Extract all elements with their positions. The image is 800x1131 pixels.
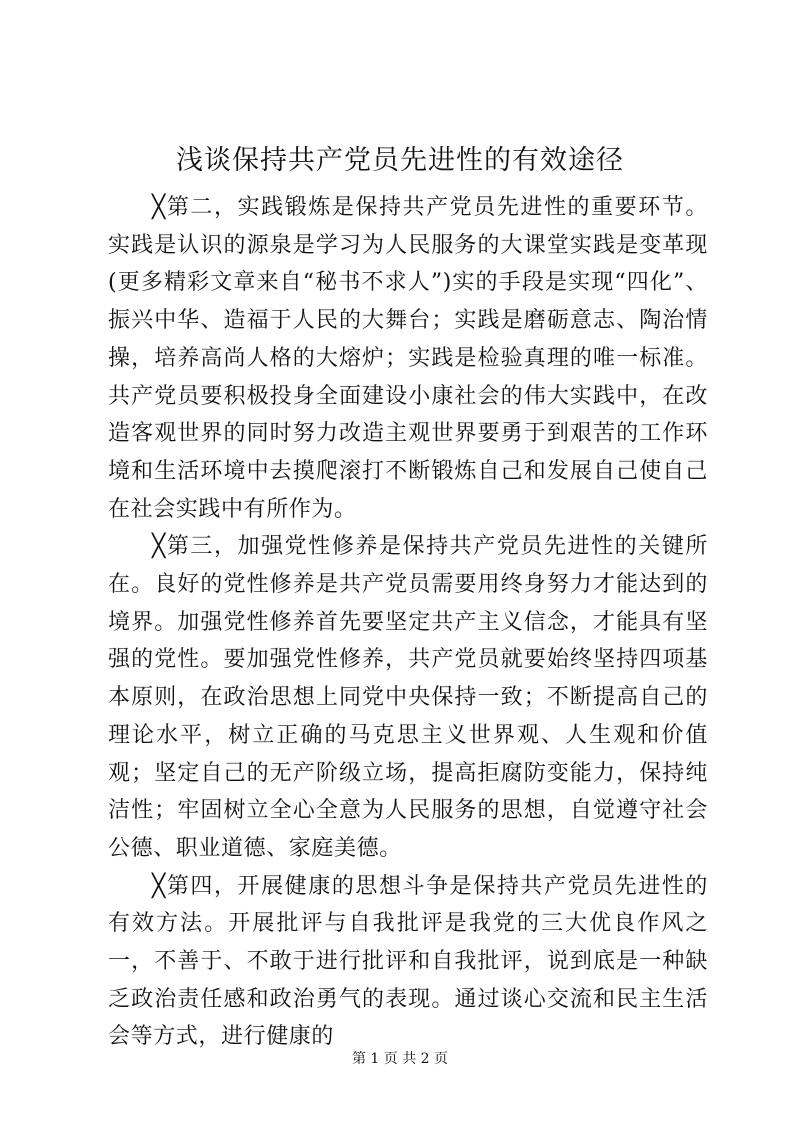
document-title: 浅谈保持共产党员先进性的有效途径	[176, 145, 624, 176]
page-number-footer: 第 1 页 共 2 页	[351, 1051, 449, 1067]
paragraph-party-spirit: ╳第三，加强党性修养是保持共产党员先进性的关键所在。良好的党性修养是共产党员需要用终身努力才能达到的境界。加强党性修养首先要坚定共产主义信念，才能具有坚强的党性。要加强党性修养，共产党员就要始终坚持四项基本原则，在政治思想上同党中央保持一致；不断提高自己的理论水平，树立正确的马克思主义世界观、人生观和价值观；坚定自己的无产阶级立场，提高拒腐防变能力，保持纯洁性；牢固树立全心全意为人民服务的思想，自觉遵守社会公德、职业道德、家庭美德。	[108, 534, 708, 861]
paragraph-practice: ╳第二，实践锻炼是保持共产党员先进性的重要环节。实践是认识的源泉是学习为人民服务的大课堂实践是变革现(更多精彩文章来自“秘书不求人”)实的手段是实现“四化”、振兴中华、造福于人民的大舞台；实践是磨砺意志、陶治情操，培养高尚人格的大熔炉；实践是检验真理的唯一标准。共产党员要积极投身全面建设小康社会的伟大实践中，在改造客观世界的同时努力改造主观世界要勇于到艰苦的工作环境和生活环境中去摸爬滚打不断锻炼自己和发展自己使自己在社会实践中有所作为。	[108, 195, 708, 522]
document-body	[108, 189, 708, 1056]
paragraph-ideological-struggle: ╳第四，开展健康的思想斗争是保持共产党员先进性的有效方法。开展批评与自我批评是我党的三大优良作风之一，不善于、不敢于进行批评和自我批评，说到底是一种缺乏政治责任感和政治勇气的表现。通过谈心交流和民主生活会等方式，进行健康的	[108, 873, 708, 1050]
